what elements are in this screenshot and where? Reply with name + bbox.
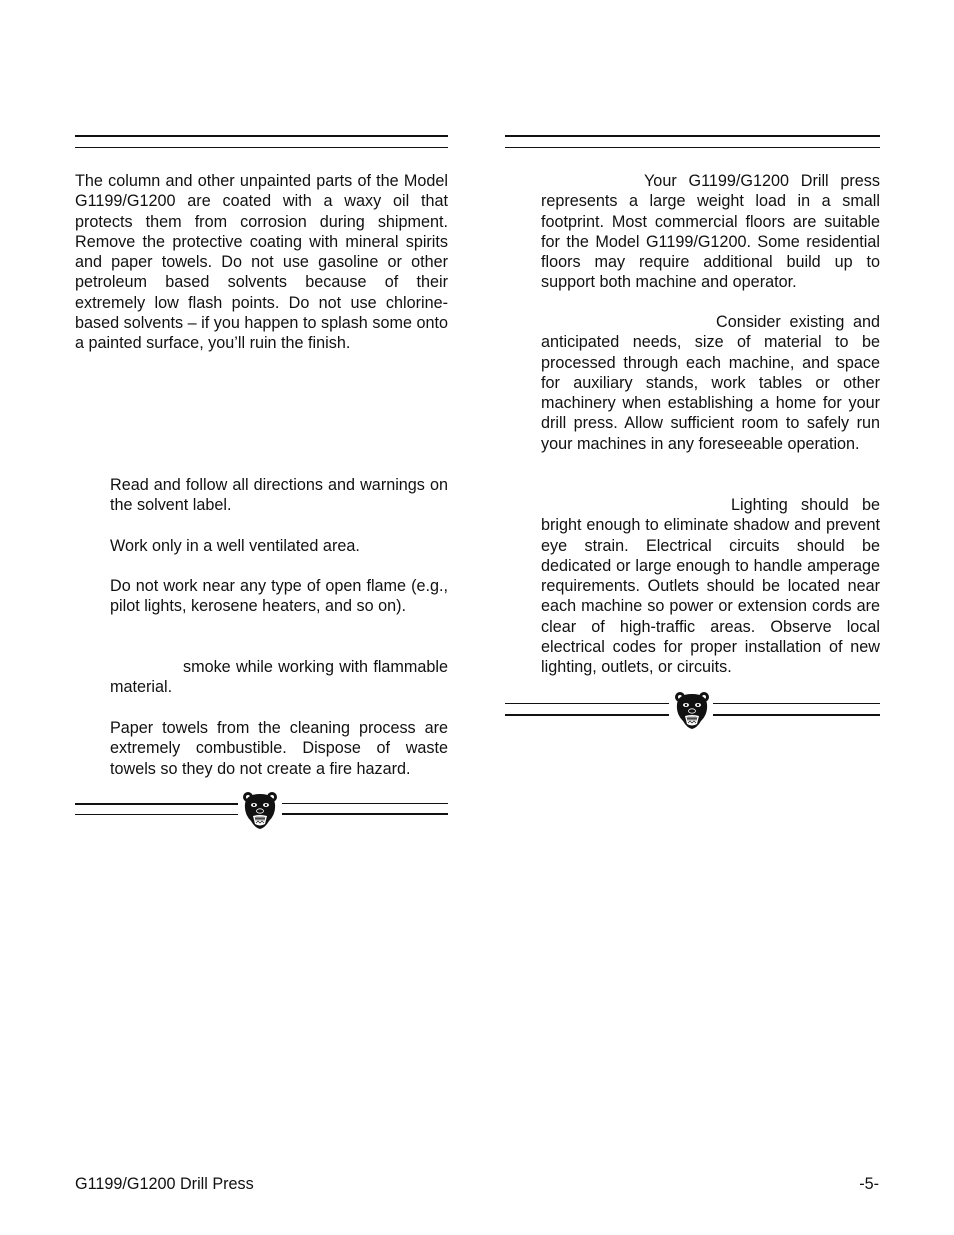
right-header-rule-thin xyxy=(505,147,880,148)
lighting-outlets-paragraph: Lighting should be bright enough to eliminate shadow and prevent eye strain. Electrical circuits should be dedicated or large enough to handle amperage requirements. Outlets should be located near each machine so power or extension cords are clear of high-traffic areas. Observe local electrical codes for proper installation of new lighting, outlets, or circuits. xyxy=(541,496,880,677)
left-divider-rule-thick-b xyxy=(282,813,448,815)
left-header-rule-thin xyxy=(75,147,448,148)
right-divider-rule-thin-a xyxy=(505,703,669,704)
floor-load-paragraph: Your G1199/G1200 Drill press represents a large weight load in a small footprint. Most commercial floors are suitable for the Model G1199/G1200. Some residential floors may require additional build up to support both machine and operator. xyxy=(541,172,880,292)
bear-head-icon xyxy=(674,690,710,730)
footer-page-number: -5- xyxy=(859,1175,879,1193)
left-divider-rule-thin-b xyxy=(282,803,448,804)
right-divider-rule-thick-b xyxy=(713,714,880,716)
cleanup-intro-paragraph: The column and other unpainted parts of the Model G1199/G1200 are coated with a waxy oil that protects them from corrosion during shipment. Remove the protective coating with mineral spirits and paper towels. Do not use gasoline or other petroleum based solvents because of their extremely low flash points. Do not use chlorine-based solvents – if you happen to splash some onto a painted surface, you’ll ruin the finish. xyxy=(75,172,448,353)
footer-model-title: G1199/G1200 Drill Press xyxy=(75,1175,254,1193)
bear-head-icon xyxy=(242,790,278,830)
right-divider-rule-thin-b xyxy=(713,703,880,704)
safety-item-no-smoking: smoke while working with flammable material. xyxy=(110,658,448,697)
working-clearances-paragraph: Consider existing and anticipated needs, size of material to be processed through each machine, and space for auxiliary stands, work tables or other machinery when establishing a home for your drill press. Allow sufficient room to safely run your machines in any foreseeable operation. xyxy=(541,313,880,453)
safety-item-paper-towels: Paper towels from the cleaning process are extremely combustible. Dispose of waste towels so they do not create a fire hazard. xyxy=(110,719,448,778)
safety-item-open-flame: Do not work near any type of open flame (e.g., pilot lights, kerosene heaters, and so on). xyxy=(110,577,448,616)
right-header-rule-thick xyxy=(505,135,880,137)
left-divider-rule-thick-a xyxy=(75,803,238,805)
safety-item-read-label: Read and follow all directions and warnings on the solvent label. xyxy=(110,476,448,515)
safety-item-ventilation: Work only in a well ventilated area. xyxy=(110,537,360,555)
left-header-rule-thick xyxy=(75,135,448,137)
left-divider-rule-thin-a xyxy=(75,814,238,815)
right-divider-rule-thick-a xyxy=(505,714,669,716)
